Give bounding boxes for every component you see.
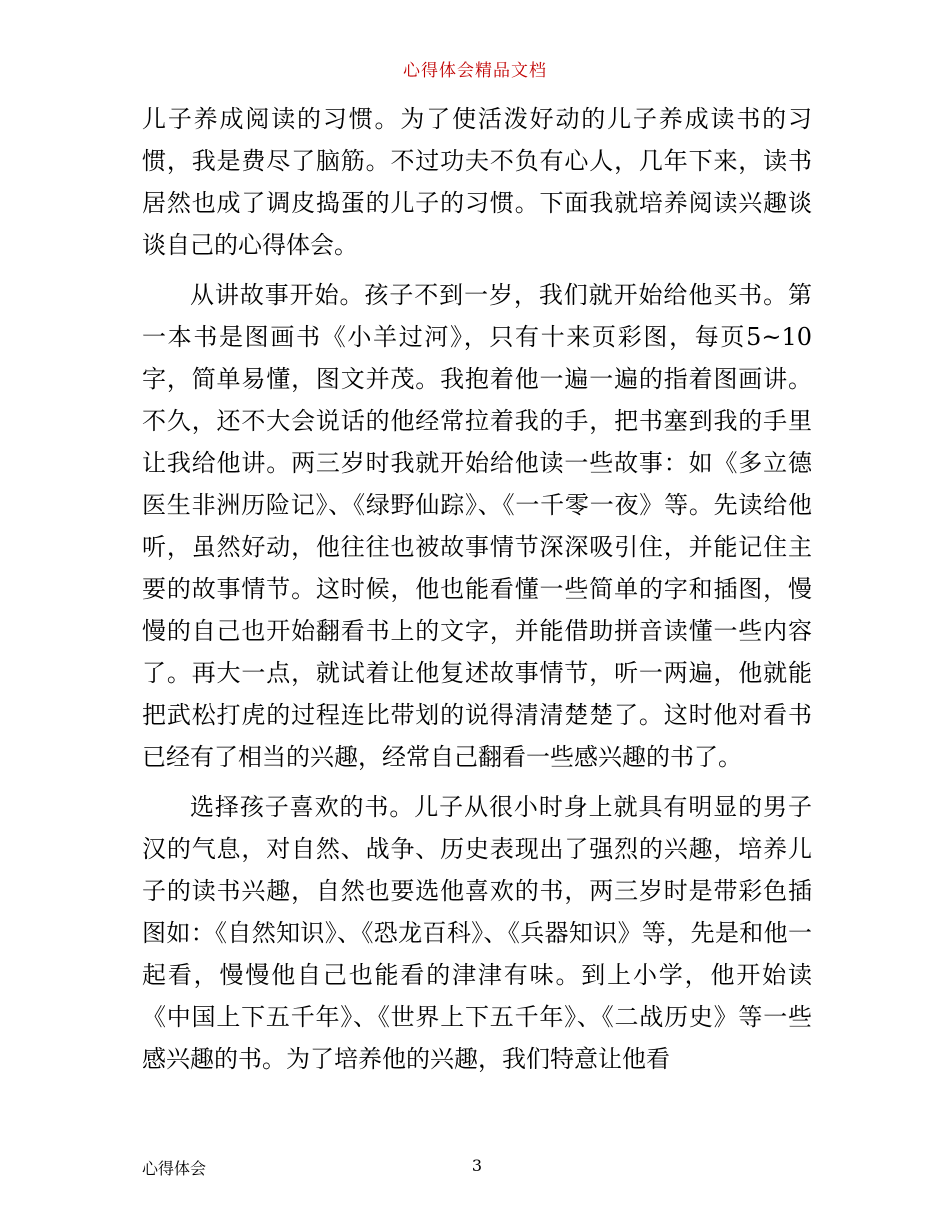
page-header-title: 心得体会精品文档 <box>403 61 547 81</box>
paragraph-book-choice: 选择孩子喜欢的书。儿子从很小时身上就具有明显的男子汉的气息，对自然、战争、历史表现出了强烈的兴趣，培养儿子的读书兴趣，自然也要选他喜欢的书，两三岁时是带彩色插图如：《自然知识》、《恐龙百科》、《兵器知识》等，先是和他一起看，慢慢他自己也能看的津津有味。到上小学，他开始读《中国上下五千年》、《世界上下五千年》、《二战历史》等一些感兴趣的书。为了培养他的兴趣，我们特意让他看 <box>142 793 812 1073</box>
paragraph-storytelling: 从讲故事开始。孩子不到一岁，我们就开始给他买书。第一本书是图画书《小羊过河》，只有十来页彩图，每页5~10字，简单易懂，图文并茂。我抱着他一遍一遍的指着图画讲。不久，还不大会说话的他经常拉着我的手，把书塞到我的手里让我给他讲。两三岁时我就开始给他读一些故事：如《多立德医生非洲历险记》、《绿野仙踪》、《一千零一夜》等。先读给他听，虽然好动，他往往也被故事情节深深吸引住，并能记住主要的故事情节。这时候，他也能看懂一些简单的字和插图，慢慢的自己也开始翻看书上的文字，并能借助拼音读懂一些内容了。再大一点，就试着让他复述故事情节，听一两遍，他就能把武松打虎的过程连比带划的说得清清楚楚了。这时他对看书已经有了相当的兴趣，经常自己翻看一些感兴趣的书了。 <box>142 281 812 771</box>
document-body <box>142 98 812 1088</box>
paragraph-continuation: 儿子养成阅读的习惯。为了使活泼好动的儿子养成读书的习惯，我是费尽了脑筋。不过功夫不负有心人，几年下来，读书居然也成了调皮捣蛋的儿子的习惯。下面我就培养阅读兴趣谈谈自己的心得体会。 <box>142 105 812 259</box>
footer-label: 心得体会 <box>142 1159 207 1178</box>
page-number: 3 <box>471 1156 483 1175</box>
